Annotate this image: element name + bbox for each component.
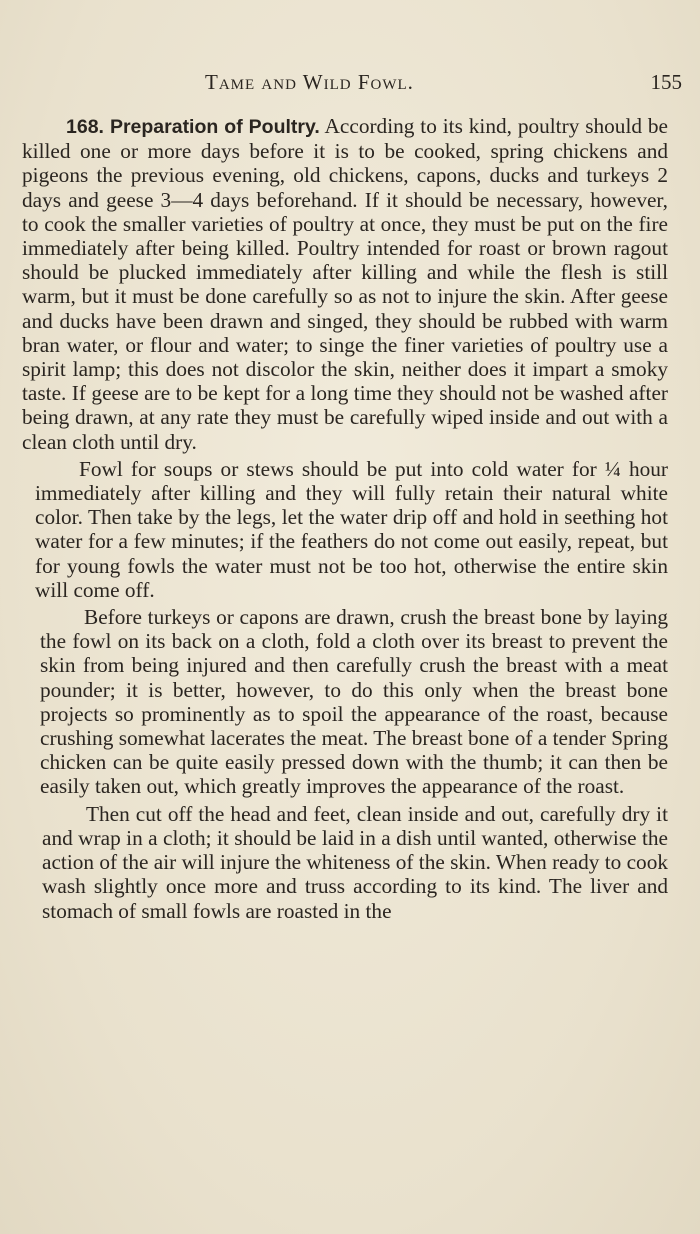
paragraph-1-text: According to its kind, poultry should be killed one or more days before it is to be cooked, spring chickens and pigeons the previous evening, old chickens, capons, ducks and turkeys 2 days and geese 3—4 days beforehand. If it should be necessary, however, to cook the smaller varieties of poultry at once, they must be put on the fire immediately after being killed. Poultry intended for roast or brown ragout should be plucked immediately after killing and while the flesh is still warm, but it must be done carefully so as not to injure the skin. After geese and ducks have been drawn and singed, they should be rubbed with warm bran water, or flour and water; to singe the finer varieties of poultry use a spirit lamp; this does not discolor the skin, neither does it impart a smoky taste. If geese are to be kept for a long time they should not be washed after being drawn, at any rate they must be carefully wiped inside and out with a clean cloth until dry.: [22, 114, 669, 454]
chapter-title: Tame and Wild Fowl.: [205, 70, 414, 94]
section-heading: [66, 116, 320, 138]
running-head: [20, 70, 682, 100]
paragraph-1: [22, 114, 668, 454]
section-title: Preparation of Poultry.: [109, 116, 320, 138]
paragraph-3: Before turkeys or capons are drawn, crush the breast bone by laying the fowl on its back on a cloth, fold a cloth over its breast to prevent the skin from being injured and then carefully crush the breast with a meat pounder; it is better, however, to do this only when the breast bone projects so prominently as to spoil the appearance of the roast, because crushing somewhat lacerates the meat. The breast bone of a tender Spring chicken can be quite easily pressed down with the thumb; it can then be easily taken out, which greatly improves the appearance of the roast.: [40, 605, 668, 799]
page-number: 155: [650, 70, 682, 94]
paragraph-4: Then cut off the head and feet, clean inside and out, carefully dry it and wrap in a cloth; it should be laid in a dish until wanted, otherwise the action of the air will injure the whiteness of the skin. When ready to cook wash slightly once more and truss according to its kind. The liver and stomach of small fowls are roasted in the: [42, 801, 668, 923]
body-text: [22, 114, 668, 923]
paragraph-2: Fowl for soups or stews should be put into cold water for ¼ hour immediately after killing and they will fully retain their natural white color. Then take by the legs, let the water drip off and hold in seething hot water for a few minutes; if the feathers do not come out easily, repeat, but for young fowls the water must not be too hot, otherwise the entire skin will come off.: [35, 456, 668, 602]
section-number: 168.: [66, 116, 104, 138]
